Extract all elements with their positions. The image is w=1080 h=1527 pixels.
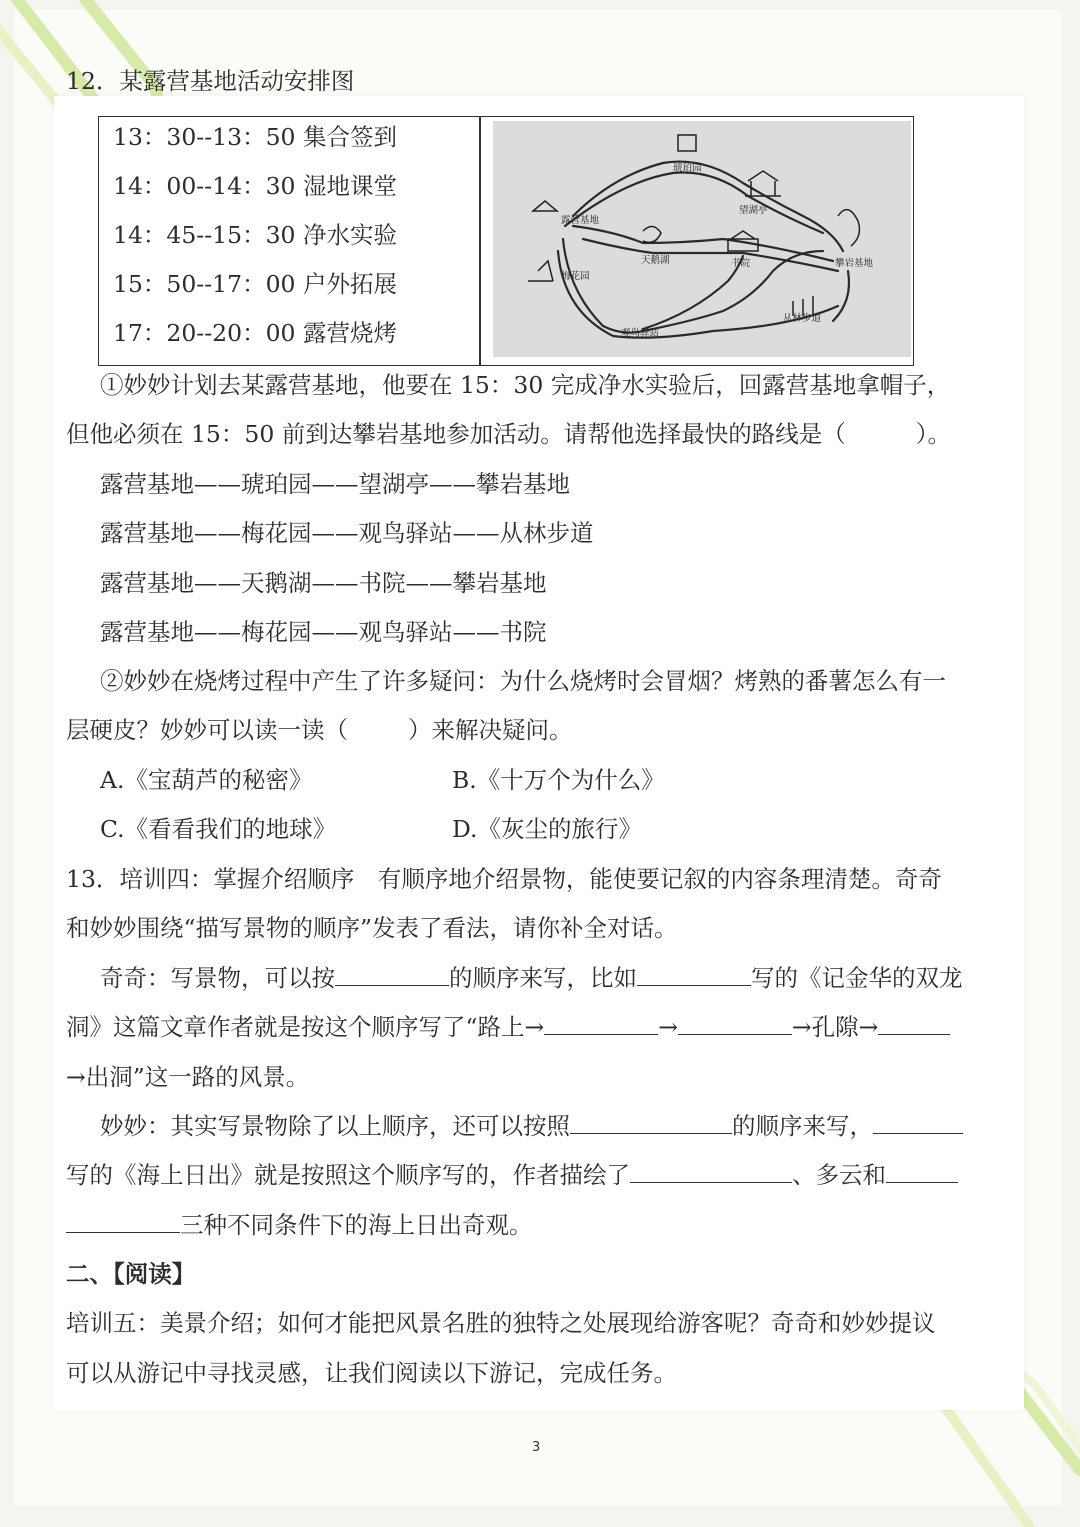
answer-blank[interactable]: [570, 1111, 732, 1134]
miaomiao-line1: 妙妙：其实写景物除了以上顺序，还可以按照 的顺序来写，: [100, 1111, 963, 1141]
camp-map: [493, 121, 911, 357]
table-divider: [479, 117, 481, 365]
route-option: 露营基地——梅花园——观鸟驿站——书院: [100, 618, 547, 646]
option-d: D.《灰尘的旅行》: [452, 815, 642, 843]
miaomiao-line3: 三种不同条件下的海上日出奇观。: [66, 1210, 533, 1240]
option-c: C.《看看我们的地球》: [100, 815, 337, 843]
q12-part2-line1: ②妙妙在烧烤过程中产生了许多疑问：为什么烧烤时会冒烟？烤熟的番薯怎么有一: [100, 667, 946, 695]
answer-blank[interactable]: [544, 1012, 658, 1035]
map-label-swan-lake: 天鹅湖: [641, 255, 670, 266]
map-label-climbing-base: 攀岩基地: [835, 258, 874, 269]
map-label-jungle-trail: 从林步道: [783, 313, 822, 324]
section-heading-reading: 二、【阅读】: [66, 1260, 196, 1288]
map-label-academy: 书院: [731, 258, 751, 269]
q12-part1-line1: ①妙妙计划去某露营基地，他要在 15：30 完成净水实验后，回露营基地拿帽子，: [100, 371, 951, 399]
q13-line2: 和妙妙围绕“描写景物的顺序”发表了看法，请你补全对话。: [66, 914, 678, 942]
q12-title: 12．某露营基地活动安排图: [66, 67, 355, 95]
answer-blank[interactable]: [873, 1111, 963, 1134]
section2-line1: 培训五：美景介绍；如何才能把风景名胜的独特之处展现给游客呢？奇奇和妙妙提议: [66, 1309, 936, 1337]
map-label-plum-garden: 梅花园: [561, 271, 590, 282]
answer-blank[interactable]: [637, 963, 751, 986]
section2-line2: 可以从游记中寻找灵感，让我们阅读以下游记，完成任务。: [66, 1359, 677, 1387]
qiqi-line1: 奇奇：写景物，可以按 的顺序来写，比如 写的《记金华的双龙: [100, 964, 963, 992]
route-option: 露营基地——梅花园——观鸟驿站——从林步道: [100, 519, 594, 547]
answer-blank[interactable]: [886, 1160, 958, 1183]
map-label-campsite: 露营基地: [561, 215, 600, 226]
route-option: 露营基地——天鹅湖——书院——攀岩基地: [100, 569, 547, 597]
option-a: A.《宝葫芦的秘密》: [100, 766, 313, 794]
map-label-amber-garden: 琥珀园: [673, 163, 702, 174]
q12-part1-line2: 但他必须在 15：50 前到达攀岩基地参加活动。请帮他选择最快的路线是（ ）。: [66, 420, 951, 448]
schedule-row: 13：30--13：50 集合签到: [113, 123, 397, 151]
map-label-lake-pavilion: 望湖亭: [739, 205, 768, 216]
answer-blank[interactable]: [878, 1012, 950, 1035]
schedule-table: [98, 116, 914, 366]
schedule-row: 15：50--17：00 户外拓展: [113, 270, 397, 298]
answer-blank[interactable]: [630, 1160, 792, 1183]
route-option: 露营基地——琥珀园——望湖亭——攀岩基地: [100, 470, 570, 498]
qiqi-line3: →出洞”这一路的风景。: [66, 1063, 310, 1091]
option-b: B.《十万个为什么》: [452, 766, 665, 794]
answer-blank[interactable]: [678, 1012, 792, 1035]
schedule-row: 14：45--15：30 净水实验: [113, 221, 397, 249]
schedule-row: 17：20--20：00 露营烧烤: [113, 319, 397, 347]
camp-map-drawing: [493, 121, 911, 357]
page-number: 3: [532, 1440, 541, 1455]
q13-line1: 13．培训四：掌握介绍顺序 有顺序地介绍景物，能使要记叙的内容条理清楚。奇奇: [66, 865, 942, 893]
qiqi-line2: 洞》这篇文章作者就是按这个顺序写了“路上→ → →孔隙→: [66, 1012, 950, 1042]
schedule-row: 14：00--14：30 湿地课堂: [113, 172, 397, 200]
answer-blank[interactable]: [66, 1210, 180, 1233]
map-label-bird-station: 观鸟驿站: [621, 328, 660, 339]
miaomiao-line2: 写的《海上日出》就是按照这个顺序写的，作者描绘了 、多云和: [66, 1160, 958, 1190]
answer-blank[interactable]: [335, 963, 449, 986]
q12-part2-line2: 层硬皮？妙妙可以读一读（ ）来解决疑问。: [66, 716, 573, 744]
